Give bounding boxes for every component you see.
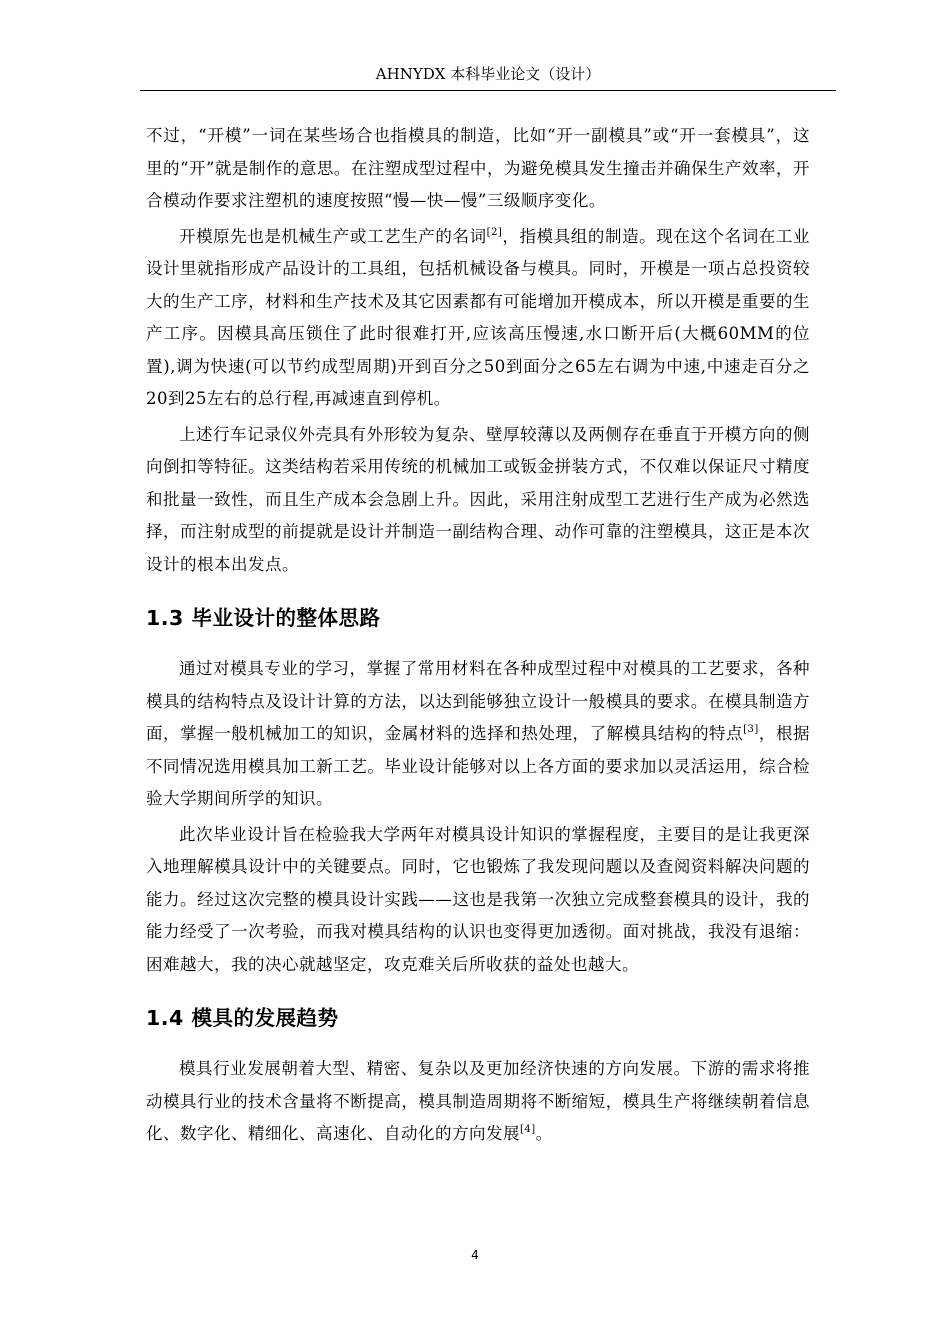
section-heading-1-4: 1.4 模具的发展趋势	[146, 1006, 339, 1030]
citation-ref-3[interactable]: [3]	[743, 724, 759, 735]
running-header	[140, 64, 836, 91]
paragraph-industry-trend	[146, 1053, 810, 1151]
paragraph-mold-opening-definition: 不过，“开模”一词在某些场合也指模具的制造，比如“开一副模具”或“开一套模具”，这里的“开”就是制作的意思。在注塑成型过程中，为避免模具发生撞击并确保生产效率，开合模动作要求注塑机的速度按照“慢—快—慢”三级顺序变化。	[146, 126, 810, 210]
paragraph-text: 开模原先也是机械生产或工艺生产的名词	[179, 226, 487, 246]
paragraph-design-approach	[146, 653, 810, 816]
paragraph-text: 模具行业发展朝着大型、精密、复杂以及更加经济快速的方向发展。下游的需求将推动模具行业的技术含量将不断提高，模具制造周期将不断缩短，模具生产将继续朝着信息化、数字化、精细化、高速化、自动化的方向发展	[146, 1059, 810, 1143]
page-number: 4	[471, 1248, 479, 1262]
page-body	[146, 120, 810, 1154]
paragraph-mold-opening-origin	[146, 221, 810, 416]
header-title: AHNYDX 本科毕业论文（设计）	[375, 65, 601, 83]
paragraph-design-purpose: 此次毕业设计旨在检验我大学两年对模具设计知识的掌握程度，主要目的是让我更深入地理解模具设计中的关键要点。同时，它也锻炼了我发现问题以及查阅资料解决问题的能力。经过这次完整的模具设计实践——这也是我第一次独立完成整套模具的设计，我的能力经受了一次考验，而我对模具结构的认识也变得更加透彻。面对挑战，我没有退缩：困难越大，我的决心就越坚定，攻克难关后所收获的益处也越大。	[146, 824, 810, 974]
paragraph-text: ，根据不同情况选用模具加工新工艺。毕业设计能够对以上各方面的要求加以灵活运用，综合检验大学期间所学的知识。	[146, 724, 811, 808]
paragraph-text: 。	[535, 1124, 553, 1143]
paragraph-text: ，指模具组的制造。现在这个名词在工业设计里就指形成产品设计的工具组，包括机械设备与模具。同时，开模是一项占总投资较大的生产工序，材料和生产技术及其它因素都有可能增加开模成本，所以开模是重要的生产工序。因模具高压锁住了此时很难打开,应该高压慢速,水口断开后(大概60MM的位置),调为快速(可以节约成型周期)开到百分之50到面分之65左右调为中速,中速走百分之20到25左右的总行程,再减速直到停机。	[146, 226, 811, 408]
paragraph-text: 通过对模具专业的学习，掌握了常用材料在各种成型过程中对模具的工艺要求，各种模具的结构特点及设计计算的方法，以达到能够独立设计一般模具的要求。在模具制造方面，掌握一般机械加工的知识，金属材料的选择和热处理，了解模具结构的特点	[146, 659, 810, 743]
citation-ref-4[interactable]: [4]	[520, 1124, 536, 1135]
section-heading-1-3: 1.3 毕业设计的整体思路	[146, 606, 381, 630]
citation-ref-2[interactable]: [2]	[486, 226, 503, 238]
paragraph-design-motivation: 上述行车记录仪外壳具有外形较为复杂、壁厚较薄以及两侧存在垂直于开模方向的侧向倒扣等特征。这类结构若采用传统的机械加工或钣金拼装方式，不仅难以保证尺寸精度和批量一致性，而且生产成本会急剧上升。因此，采用注射成型工艺进行生产成为必然选择，而注射成型的前提就是设计并制造一副结构合理、动作可靠的注塑模具，这正是本次设计的根本出发点。	[146, 424, 810, 574]
